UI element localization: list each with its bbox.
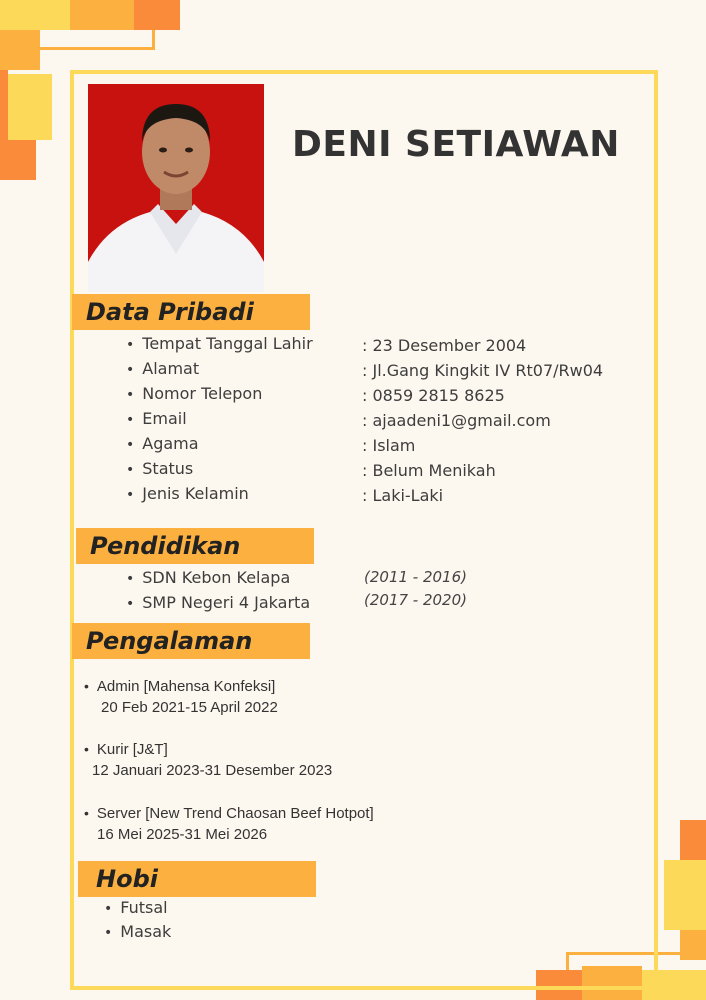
experience-period: 16 Mei 2025-31 Mei 2026 <box>97 826 268 843</box>
value-tempat-tanggal-lahir: : 23 Desember 2004 <box>362 336 527 355</box>
experience-role: • Admin [Mahensa Konfeksi] <box>84 678 275 695</box>
full-name: DENI SETIAWAN <box>292 124 620 165</box>
hobby-item: • Futsal <box>104 898 168 917</box>
label-jenis-kelamin: • Jenis Kelamin <box>126 484 249 503</box>
experience-period: 12 Januari 2023-31 Desember 2023 <box>92 762 333 779</box>
section-header-data-pribadi: Data Pribadi <box>72 294 310 330</box>
value-email: : ajaadeni1@gmail.com <box>362 411 551 430</box>
section-header-pendidikan: Pendidikan <box>76 528 314 564</box>
section-header-hobi: Hobi <box>78 861 316 897</box>
value-status: : Belum Menikah <box>362 461 496 480</box>
experience-period: 20 Feb 2021-15 April 2022 <box>101 699 278 716</box>
school-item: • SDN Kebon Kelapa <box>126 568 290 587</box>
label-tempat-tanggal-lahir: • Tempat Tanggal Lahir <box>126 334 313 353</box>
value-alamat: : Jl.Gang Kingkit IV Rt07/Rw04 <box>362 361 604 380</box>
experience-role: • Server [New Trend Chaosan Beef Hotpot] <box>84 805 374 822</box>
school-item: • SMP Negeri 4 Jakarta <box>126 593 310 612</box>
profile-photo <box>88 84 264 292</box>
hobby-item: • Masak <box>104 922 171 941</box>
label-email: • Email <box>126 409 187 428</box>
label-status: • Status <box>126 459 193 478</box>
label-agama: • Agama <box>126 434 199 453</box>
school-years: (2011 - 2016) <box>364 568 468 586</box>
value-jenis-kelamin: : Laki-Laki <box>362 486 444 505</box>
label-nomor-telepon: • Nomor Telepon <box>126 384 262 403</box>
label-alamat: • Alamat <box>126 359 199 378</box>
experience-role: • Kurir [J&T] <box>84 741 168 758</box>
school-years: (2017 - 2020) <box>364 591 468 609</box>
value-agama: : Islam <box>362 436 416 455</box>
section-header-pengalaman: Pengalaman <box>72 623 310 659</box>
value-nomor-telepon: : 0859 2815 8625 <box>362 386 505 405</box>
